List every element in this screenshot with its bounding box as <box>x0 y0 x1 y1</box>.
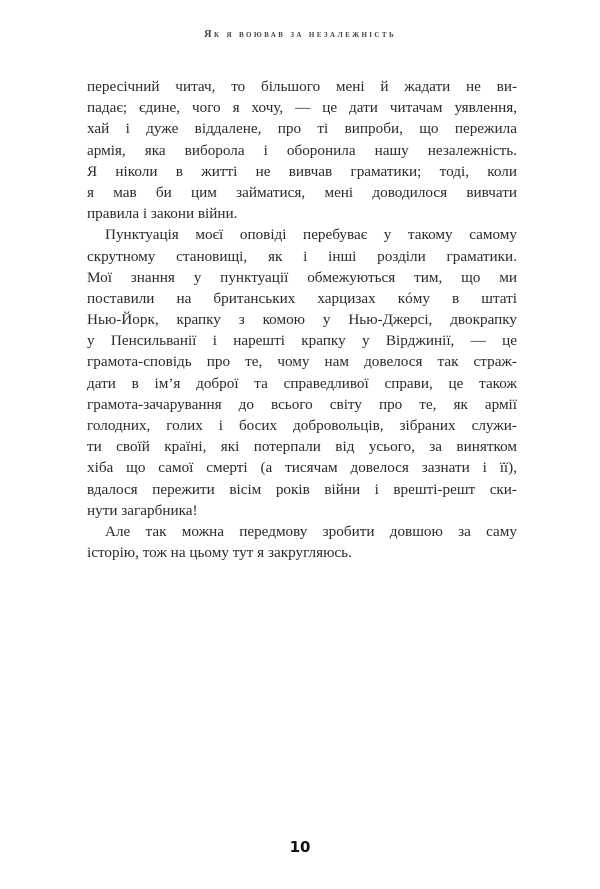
text-line: хіба що самої смерті (а тисячам довелося зазнати і її), <box>87 459 517 477</box>
text-line: Мої знання у пунктуації обмежуються тим, що ми <box>87 268 517 286</box>
paragraph <box>87 224 517 521</box>
page-number: 10 <box>289 838 311 856</box>
text-line: падає; єдине, чого я хочу, — це дати читачам уявлення, <box>87 99 517 117</box>
text-line: Пунктуація моєї оповіді перебуває у такому самому <box>105 226 517 244</box>
text-line: Але так можна передмову зробити довшою за саму <box>105 522 517 540</box>
text-line: нути загарбника! <box>87 501 198 519</box>
text-line: у Пенсильванії і нарешті крапку у Вірджинії, — це <box>87 332 517 350</box>
text-line: скрутному становищі, як і інші розділи граматики. <box>87 247 517 265</box>
text-line: поставили на британських харцизах кóму в штаті <box>87 289 517 307</box>
text-line: хай і дуже віддалене, про ті випроби, що пережила <box>87 120 517 138</box>
text-line: грамота-сповідь про те, чому нам довелося так страж- <box>87 353 517 371</box>
paragraph <box>87 521 517 563</box>
text-line: армія, яка виборола і оборонила нашу незалежність. <box>87 141 517 159</box>
text-line: Я ніколи в житті не вивчав граматики; тоді, коли <box>87 162 517 180</box>
running-header: Як я воював за незалежність <box>204 29 396 40</box>
text-line: історію, тож на цьому тут я закругляюсь. <box>87 544 352 562</box>
paragraph <box>87 76 517 224</box>
page-body <box>87 76 517 563</box>
text-line: правила і закони війни. <box>87 205 238 223</box>
text-line: грамота-зачарування до всього світу про те, як армії <box>87 395 517 413</box>
text-line: дати в ім’я доброї та справедливої справи, це також <box>87 374 517 392</box>
text-line: Нью-Йорк, крапку з комою у Нью-Джерсі, двокрапку <box>87 311 517 329</box>
text-line: ти своїй країні, які потерпали від усього, за винятком <box>87 438 517 456</box>
text-line: я мав би цим займатися, мені доводилося вивчати <box>87 183 517 201</box>
text-line: голодних, голих і босих добровольців, зібраних служи- <box>87 417 517 434</box>
text-line: вдалося пережити вісім років війни і врешті-решт ски- <box>87 480 517 498</box>
text-line: пересічний читач, то більшого мені й жадати не ви- <box>87 78 517 95</box>
